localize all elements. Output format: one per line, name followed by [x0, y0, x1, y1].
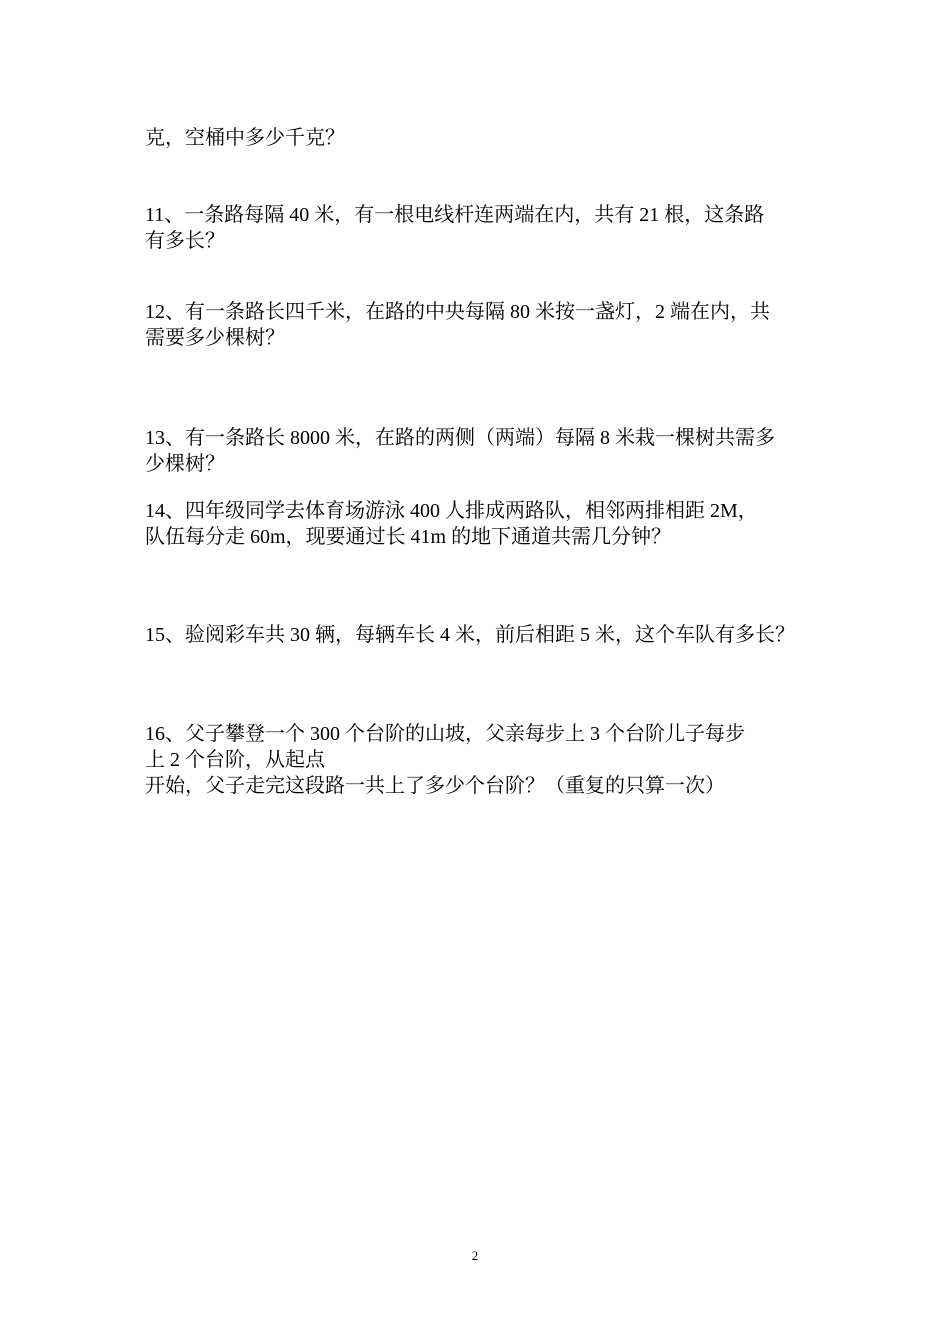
question-10-continuation: 克，空桶中多少千克？	[145, 127, 345, 149]
question-15: 15、验阅彩车共 30 辆，每辆车长 4 米，前后相距 5 米，这个车队有多长？	[145, 624, 795, 646]
question-13-line-2: 少棵树？	[145, 453, 225, 475]
question-12-line-1: 12、有一条路长四千米，在路的中央每隔 80 米按一盏灯，2 端在内，共	[145, 301, 770, 323]
question-11-line-2: 有多长？	[145, 230, 225, 252]
question-16-line-3: 开始，父子走完这段路一共上了多少个台阶？（重复的只算一次）	[145, 775, 725, 797]
question-14-line-1: 14、四年级同学去体育场游泳 400 人排成两路队，相邻两排相距 2M，	[145, 500, 758, 522]
question-16-line-2: 上 2 个台阶，从起点	[145, 749, 325, 771]
question-12-line-2: 需要多少棵树？	[145, 327, 285, 349]
page-number: 2	[471, 1248, 479, 1263]
question-13-line-1: 13、有一条路长 8000 米，在路的两侧（两端）每隔 8 米栽一棵树共需多	[145, 427, 775, 449]
question-14-line-2: 队伍每分走 60m，现要通过长 41m 的地下通道共需几分钟？	[145, 526, 672, 548]
question-11-line-1: 11、一条路每隔 40 米，有一根电线杆连两端在内，共有 21 根，这条路	[145, 204, 765, 226]
question-16-line-1: 16、父子攀登一个 300 个台阶的山坡，父亲每步上 3 个台阶儿子每步	[145, 723, 745, 745]
